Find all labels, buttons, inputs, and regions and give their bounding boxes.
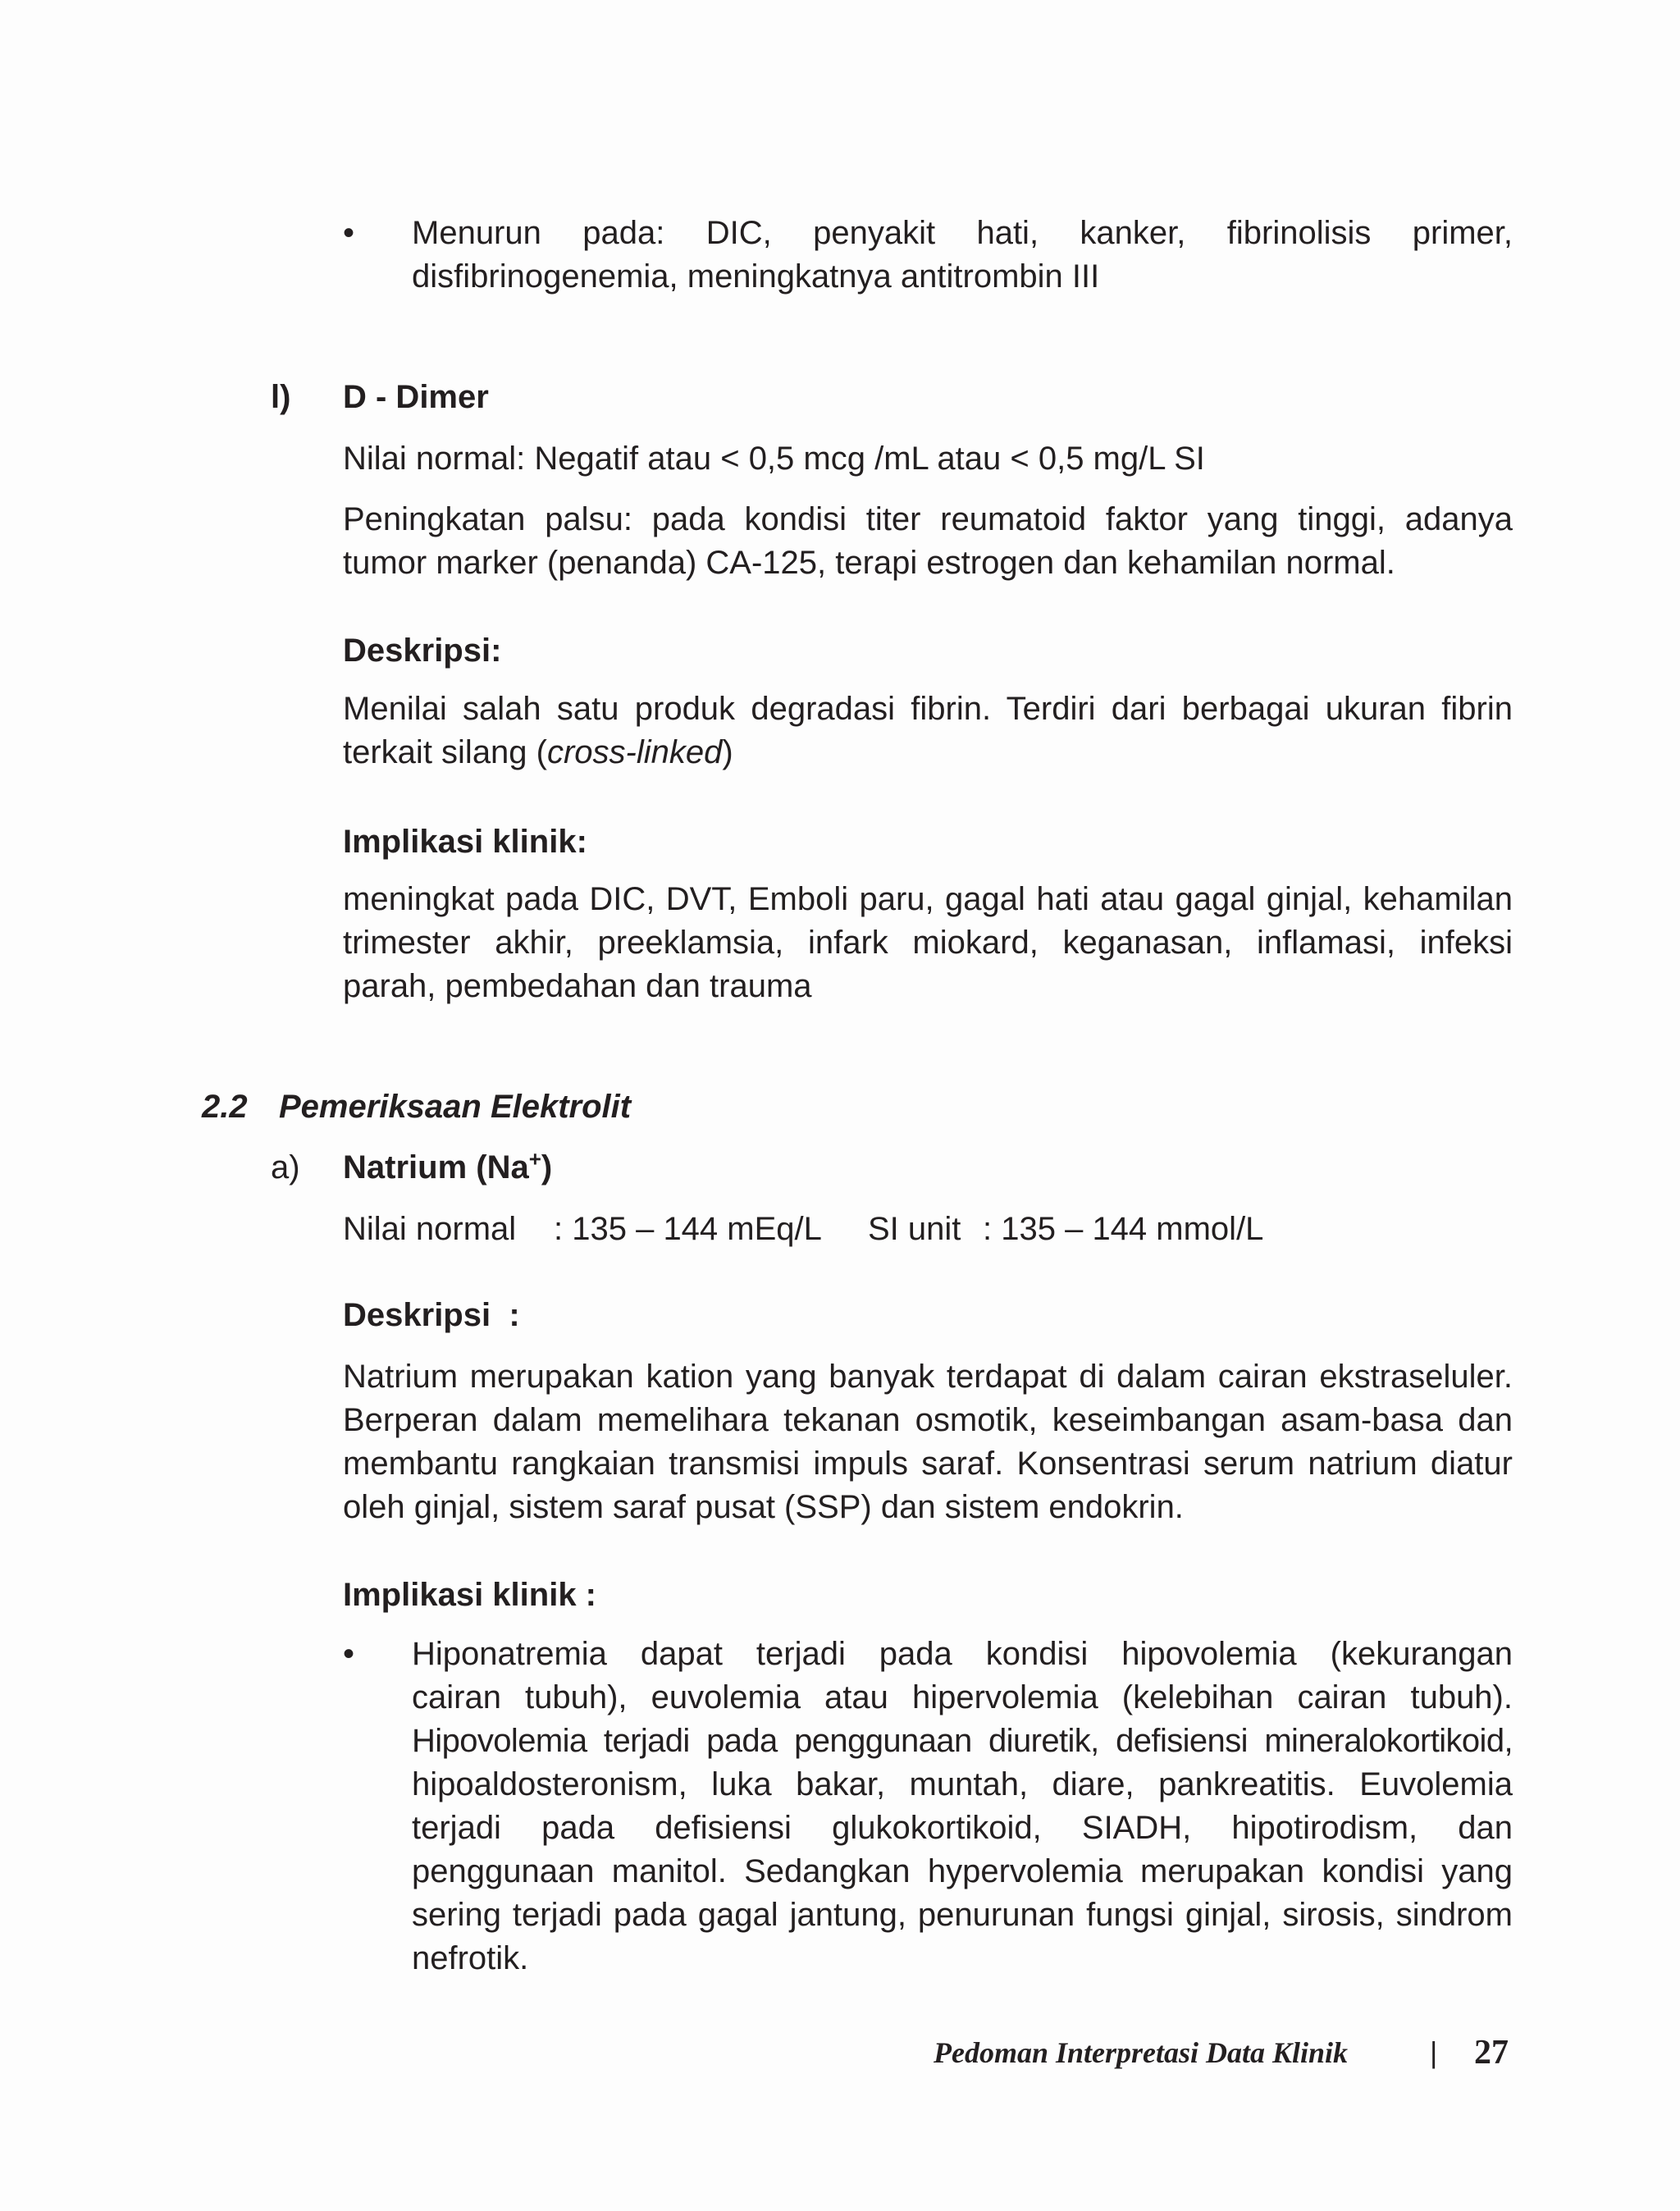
title-text: Natrium (Na [343, 1149, 529, 1185]
text-span: terkait silang ( [343, 734, 547, 770]
text-line: Menilai salah satu produk degradasi fibrin. Terdiri dari berbagai ukuran fibrin [343, 691, 1513, 727]
text-line: Menurun pada: DIC, penyakit hati, kanker, fibrinolisis primer, [412, 215, 1513, 251]
text-line: oleh ginjal, sistem saraf pusat (SSP) dan sistem endokrin. [343, 1489, 1184, 1525]
natrium-impl-heading: Implikasi klinik : [343, 1577, 597, 1613]
section-number: 2.2 [202, 1089, 248, 1125]
bullet-dot: • [343, 215, 355, 251]
text-line: membantu rangkaian transmisi impuls saraf. Konsentrasi serum natrium diatur [343, 1446, 1513, 1482]
top-bullet-text [412, 212, 1513, 299]
natrium-desc-heading: Deskripsi : [343, 1297, 520, 1333]
text-line: penggunaan manitol. Sedangkan hypervolemia merupakan kondisi yang [412, 1853, 1513, 1889]
ddimer-normal [343, 437, 1513, 481]
natrium-si-label: SI unit [868, 1211, 961, 1247]
section-title: Pemeriksaan Elektrolit [279, 1089, 632, 1125]
text-line: Nilai normal: Negatif atau < 0,5 mcg /mL atau < 0,5 mg/L SI [343, 441, 1205, 477]
title-text: ) [541, 1149, 553, 1185]
page-number: 27 [1474, 2034, 1509, 2072]
natrium-normal-label: Nilai normal [343, 1211, 517, 1247]
ddimer-implications [343, 878, 1513, 1008]
text-line: Peningkatan palsu: pada kondisi titer reumatoid faktor yang tinggi, adanya [343, 501, 1513, 537]
text-line: Hipovolemia terjadi pada penggunaan diuretik, defisiensi mineralokortikoid, [412, 1723, 1513, 1759]
text-line: disfibrinogenemia, meningkatnya antitrombin III [412, 258, 1100, 295]
text-line: Natrium merupakan kation yang banyak terdapat di dalam cairan ekstraseluler. [343, 1359, 1513, 1395]
text-line: hipoaldosteronism, luka bakar, muntah, diare, pankreatitis. Euvolemia [412, 1766, 1513, 1802]
bullet-dot: • [343, 1636, 355, 1672]
item-marker: a) [271, 1149, 300, 1185]
text-span: ) [722, 734, 733, 770]
text-line: tumor marker (penanda) CA-125, terapi estrogen dan kehamilan normal. [343, 545, 1395, 581]
natrium-title [343, 1146, 552, 1190]
text-line: Hiponatremia dapat terjadi pada kondisi hipovolemia (kekurangan [412, 1636, 1513, 1672]
natrium-description [343, 1355, 1513, 1529]
footer-title: Pedoman Interpretasi Data Klinik [934, 2036, 1349, 2069]
item-marker: l) [271, 379, 291, 415]
text-line [343, 731, 1513, 774]
ddimer-impl-heading: Implikasi klinik: [343, 824, 587, 860]
natrium-si-value: : 135 – 144 mmol/L [983, 1211, 1264, 1247]
natrium-normal-value: : 135 – 144 mEq/L [554, 1211, 822, 1247]
ddimer-desc-heading: Deskripsi: [343, 633, 502, 669]
natrium-impl-bullet [412, 1633, 1513, 1980]
text-line: cairan tubuh), euvolemia atau hipervolemia (kelebihan cairan tubuh). [412, 1679, 1513, 1715]
footer-separator: | [1430, 2035, 1438, 2069]
ddimer-false-increase [343, 498, 1513, 585]
text-line: sering terjadi pada gagal jantung, penurunan fungsi ginjal, sirosis, sindrom [412, 1897, 1513, 1933]
superscript: + [528, 1146, 541, 1172]
text-line: parah, pembedahan dan trauma [343, 968, 812, 1004]
text-line: terjadi pada defisiensi glukokortikoid, SIADH, hipotirodism, dan [412, 1810, 1513, 1846]
italic-term: cross-linked [546, 734, 723, 770]
text-line: Berperan dalam memelihara tekanan osmotik, keseimbangan asam-basa dan [343, 1402, 1513, 1438]
text-line: trimester akhir, preeklamsia, infark miokard, keganasan, inflamasi, infeksi [343, 925, 1513, 961]
text-line: nefrotik. [412, 1940, 529, 1976]
text-line: meningkat pada DIC, DVT, Emboli paru, gagal hati atau gagal ginjal, kehamilan [343, 881, 1513, 917]
ddimer-title: D - Dimer [343, 379, 489, 415]
ddimer-description [343, 688, 1513, 774]
